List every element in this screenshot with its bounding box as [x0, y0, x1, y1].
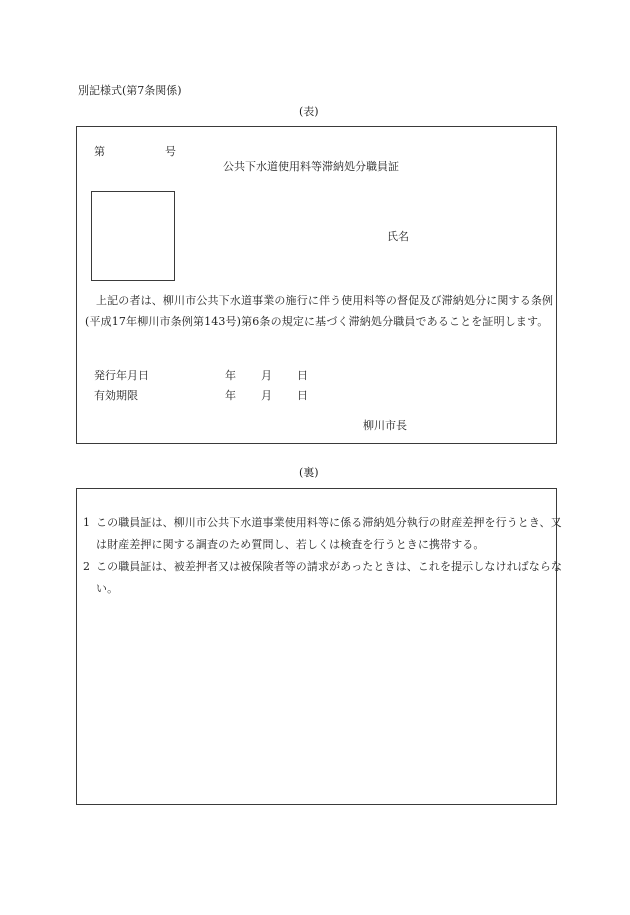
issue-date-month: 月: [261, 369, 272, 382]
card-number-suffix: 号: [165, 145, 176, 158]
card-number-prefix: 第: [94, 145, 105, 158]
front-side-label: (表): [299, 105, 319, 118]
note-item: [83, 512, 566, 556]
note-number: 1: [83, 516, 91, 529]
expiry-year: 年: [225, 389, 236, 402]
name-label: 氏名: [387, 230, 409, 243]
card-title: 公共下水道使用料等滞納処分職員証: [223, 160, 399, 173]
note-number: 2: [83, 560, 91, 573]
back-side-label: (裏): [299, 466, 319, 479]
id-card-front: [76, 126, 557, 444]
note-text: この職員証は、被差押者又は被保険者等の請求があったときは、これを提示しなければならない。: [96, 560, 563, 595]
expiry-month: 月: [261, 389, 272, 402]
issue-date-label: 発行年月日: [94, 369, 149, 382]
certification-text: 上記の者は、柳川市公共下水道事業の施行に伴う使用料等の督促及び滞納処分に関する条例(平成17年柳川市条例第143号)第6条の規定に基づく滞納処分職員であることを証明します。: [85, 294, 554, 328]
form-title: 別記様式(第7条関係): [78, 84, 182, 97]
expiry-label: 有効期限: [94, 389, 138, 402]
note-text: この職員証は、柳川市公共下水道事業使用料等に係る滞納処分執行の財産差押を行うとき、又は財産差押に関する調査のため質問し、若しくは検査を行うときに携帯する。: [96, 516, 562, 551]
note-item: [83, 556, 566, 600]
issue-date-year: 年: [225, 369, 236, 382]
expiry-day: 日: [297, 389, 308, 402]
id-card-back: [76, 488, 563, 805]
photo-placeholder: [91, 191, 175, 281]
issuer-name: 柳川市長: [363, 419, 407, 432]
issue-date-day: 日: [297, 369, 308, 382]
